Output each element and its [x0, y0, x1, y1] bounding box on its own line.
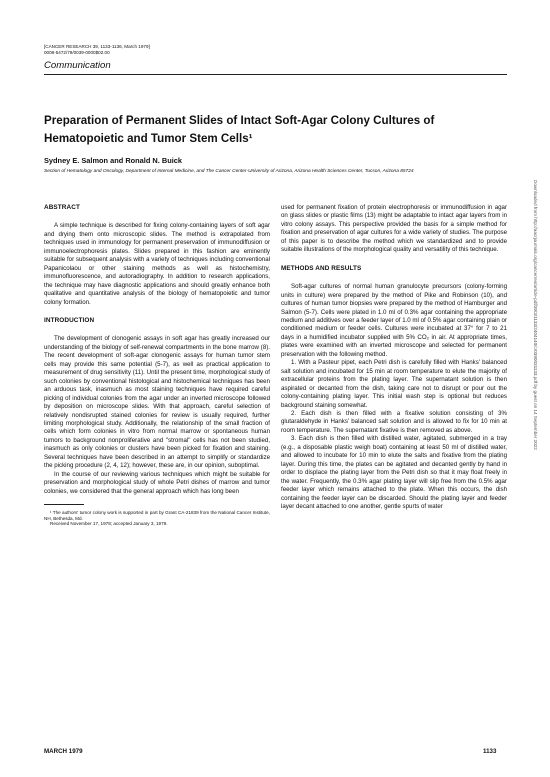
- methods-heading: METHODS AND RESULTS: [281, 264, 362, 272]
- footnote-rule: [44, 504, 84, 505]
- method-step-2: 2. Each dish is then filled with a fixative solution consisting of 3% glutaraldehyde in Hanks' balanced salt solution and is allowed to fix for 10 min at room temperature. The supernatant fixative is then removed as above.: [281, 409, 507, 434]
- introduction-paragraph: The development of clonogenic assays in soft agar has greatly increased our understanding of the biology of self-renewal compartments in the bone marrow (8). The recent development of soft-agar clonogenic assays for human tumor stem cells may provide this same potential (5-7), as well as practical application to measurement of drug sensitivity (11). Until the present time, morphological study of such colonies by conventional histological and histochemical techniques has been an arduous task, inasmuch as most staining techniques have required careful picking of individual colonies from the agar under an inverted microscope followed by deposition on microscope slides. With that approach, careful selection of relatively nondisrupted stained colonies for review is usually required, further limiting morphological study. Additionally, the relationship of the small fraction of cells which form colonies in vitro from normal marrow or spontaneous human tumors to background nonproliferative and "stromal" cells has not been studied, inasmuch as only colonies or clusters have been picked for fixation and staining. Several techniques have been described in an attempt to simplify or standardize the picking procedure (2, 4, 12); however, these are, in our opinion, suboptimal.: [44, 335, 270, 470]
- method-step-1: 1. With a Pasteur pipet, each Petri dish is carefully filled with Hanks' balanced salt solution and incubated for 15 min at room temperature to elute the majority of extracellular proteins from the plating layer. The supernatant solution is then aspirated or decanted from the dish, taking care not to disrupt or pour out the colony-containing plating layer. This initial wash step is optional but reduces background staining somewhat.: [281, 359, 507, 409]
- continued-paragraph: used for permanent fixation of protein electrophoresis or immunodiffusion in agar on glass slides or plastic films (13) might be adaptable to intact agar layers from in vitro colony assays. This perspective provided the basis for a simple method for fixation and preservation of agar cultures for a wide variety of studies. The purpose of this paper is to describe the method which we standardized and to provide suitable illustrations of the morphological quality and versatility of this technique.: [281, 204, 507, 254]
- footer-date: MARCH 1979: [44, 748, 83, 755]
- method-step-3: 3. Each dish is then filled with distilled water, agitated, submerged in a tray (e.g., a disposable plastic weigh boat) containing at least 50 ml of distilled water, and allowed to incubate for 10 min to elute the salts and fixative from the plating layer. During this time, the plates can be agitated and decanted gently by hand in order to displace the plating layer from the Petri dish so that it may float freely in the water. Frequently, the 0.3% agar plating layer will slip free from the 0.5% agar feeder layer which remains attached to the plate. When this occurs, the dish containing the feeder layer can be discarded. Should the plating layer and feeder layer decant attached to one another, gentle spurts of water: [281, 435, 507, 510]
- header-rule: [44, 74, 507, 75]
- introduction-paragraph: In the course of our reviewing various techniques which might be suitable for preservation and morphological study of whole Petri dishes of marrow and tumor colonies, we considered that the general approach which has long been: [44, 470, 270, 495]
- journal-citation-line-2: 0008-5472/79/0039-0000$02.00: [44, 50, 110, 56]
- article-title: Preparation of Permanent Slides of Intact Soft-Agar Colony Cultures of Hematopoietic and Tumor Stem Cells¹: [44, 114, 435, 145]
- download-watermark: [533, 180, 546, 640]
- introduction-heading: INTRODUCTION: [44, 316, 95, 324]
- left-column: [44, 204, 270, 527]
- received-footnote: Received November 17, 1978; accepted January 3, 1979.: [50, 521, 168, 527]
- section-label: Communication: [44, 60, 111, 71]
- journal-citation-line-1: [CANCER RESEARCH 39, 1133-1136, March 1979]: [44, 44, 150, 49]
- abstract-text: A simple technique is described for fixing colony-containing layers of soft agar and drying them onto microscopic slides. The method is extrapolated from techniques used in immunology for permanent preservation of immunodiffusion or immunoelectrophoresis plates. Slides prepared in this fashion are eminently suitable for subsequent analysis with a variety of techniques including conventional Papanicolaou or other staining methods as well as histochemistry, immunofluorescence, and autoradiography. In addition to research applications, the technique may have diagnostic applications and should greatly enhance both qualitative and quantitative analysis of the biology of hematopoietic and tumor colony formation.: [44, 222, 270, 306]
- funding-footnote: ¹ The authors' tumor colony work is supported in part by Grant CA-21839 from the National Cancer Institute, NH, Bethesda, Md.: [44, 509, 270, 521]
- journal-citation: [44, 44, 150, 56]
- methods-paragraph: Soft-agar cultures of normal human granulocyte precursors (colony-forming units in culture) were prepared by the method of Pike and Robinson (10), and cultures of human tumor biopsies were prepared by the method of Hamburger and Salmon (5-7). Cells were plated in 1.0 ml of 0.3% agar containing the appropriate medium and additives over a feeder layer of 1.0 ml of 0.5% agar containing plain or conditioned medium or feeder cells. Cultures were incubated at 37° for 7 to 21 days in a humidified incubator supplied with 5% CO₂ in air. At appropriate times, plates were examined with an inverted microscope and selected for permanent preservation with the following method.: [281, 283, 507, 358]
- article-authors: Sydney E. Salmon and Ronald N. Buick: [44, 156, 182, 165]
- article-affiliation: Section of Hematology and Oncology, Department of Internal Medicine, and The Cancer Center-University of Arizona, Arizona Health Sciences Center, Tucson, Arizona 85724: [44, 169, 414, 174]
- page-number: 1133: [483, 748, 497, 755]
- download-watermark-text: Downloaded from http://aacrjournals.org/cancerres/article-pdf/39/3/1133/2404140/cr0390031133.pdf by guest on 14 September 2022: [533, 180, 538, 450]
- right-column: [281, 204, 507, 511]
- abstract-heading: ABSTRACT: [44, 204, 80, 211]
